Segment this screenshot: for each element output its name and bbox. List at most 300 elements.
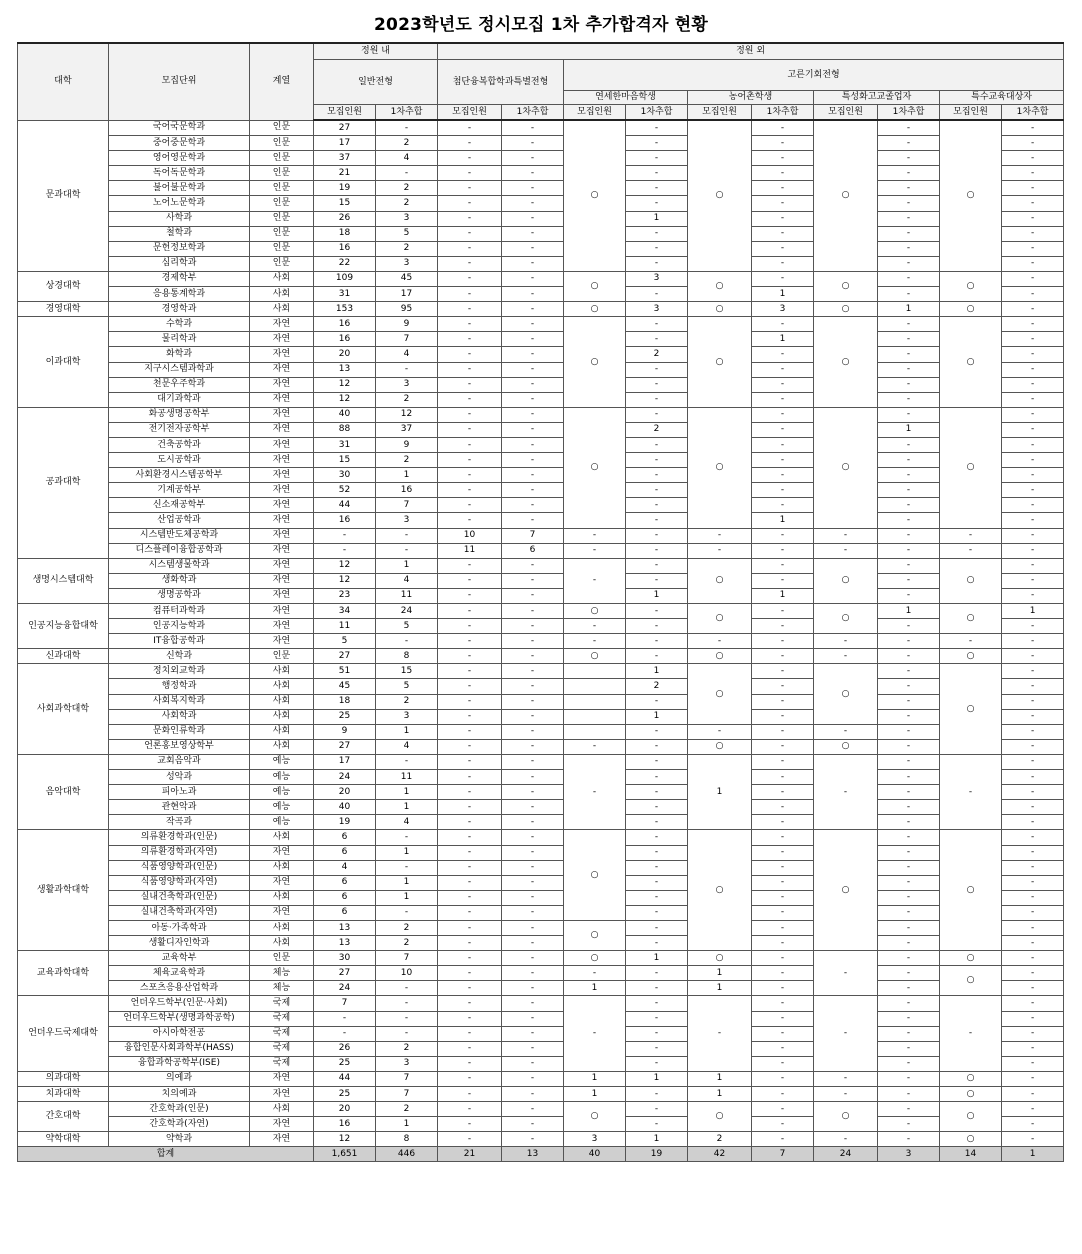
track-cell: 자연 [250,588,314,603]
value-cell: - [502,317,564,332]
track-cell: 자연 [250,528,314,543]
value-cell: 1 [564,1071,626,1086]
value-cell: - [688,724,752,739]
value-cell: - [626,604,688,619]
value-cell: - [626,513,688,528]
value-cell: - [752,1132,814,1147]
value-cell: 44 [314,498,376,513]
merged-yonsei-cell: - [564,996,626,1071]
table-row [18,845,1064,860]
value-cell: - [878,468,940,483]
univ-cell: 상경대학 [18,271,109,301]
value-cell: ○ [564,649,626,664]
value-cell: 31 [314,287,376,302]
table-row [18,1071,1064,1086]
value-cell: - [438,936,502,951]
merged-sed-cell: ○ [940,302,1002,317]
value-cell: - [376,166,438,181]
track-cell: 자연 [250,483,314,498]
value-cell: 40 [314,407,376,422]
total-value: 7 [752,1147,814,1162]
dept-cell: 성악과 [109,770,250,785]
value-cell: - [878,800,940,815]
total-value: 13 [502,1147,564,1162]
value-cell: 4 [376,739,438,754]
value-cell: ○ [940,951,1002,966]
univ-cell: 치과대학 [18,1087,109,1102]
value-cell: - [438,830,502,845]
value-cell: - [878,241,940,256]
table-row [18,271,1064,286]
value-cell: 1 [376,1117,438,1132]
value-cell: 52 [314,483,376,498]
merged-shs-cell: ○ [814,1102,878,1132]
value-cell: 19 [314,815,376,830]
track-cell: 인문 [250,151,314,166]
header-in-quota: 정원 내 [314,43,438,60]
value-cell: - [878,483,940,498]
value-cell: 30 [314,951,376,966]
track-cell: 사회 [250,830,314,845]
univ-cell: 공과대학 [18,407,109,558]
dept-cell: 스포츠응용산업학과 [109,981,250,996]
value-cell: 24 [314,981,376,996]
track-cell: 자연 [250,513,314,528]
value-cell: - [752,181,814,196]
value-cell: - [688,528,752,543]
dept-cell: 식품영양학과(자연) [109,875,250,890]
value-cell: 1 [626,211,688,226]
total-value: 1 [1002,1147,1064,1162]
dept-cell: 피아노과 [109,785,250,800]
value-cell: - [1002,936,1064,951]
value-cell: 2 [626,422,688,437]
value-cell: - [878,981,940,996]
value-cell: - [438,256,502,271]
value-cell: - [1002,754,1064,769]
value-cell: - [502,120,564,136]
dept-cell: 화공생명공학부 [109,407,250,422]
value-cell: - [438,1102,502,1117]
value-cell: 3 [376,513,438,528]
value-cell: - [502,905,564,920]
value-cell: - [1002,483,1064,498]
dept-cell: 약학과 [109,1132,250,1147]
value-cell: - [376,981,438,996]
table-row [18,362,1064,377]
value-cell: - [1002,256,1064,271]
value-cell: - [502,920,564,935]
value-cell: - [752,241,814,256]
value-cell: 16 [314,1117,376,1132]
merged-sed-cell: ○ [940,558,1002,603]
value-cell: - [878,1117,940,1132]
value-cell: - [626,905,688,920]
value-cell: 13 [314,936,376,951]
value-cell: - [752,709,814,724]
merged-sed-cell: ○ [940,120,1002,271]
table-row [18,513,1064,528]
value-cell: - [626,317,688,332]
table-row [18,694,1064,709]
value-cell: - [502,573,564,588]
merged-sed-cell: ○ [940,664,1002,755]
value-cell: 2 [376,392,438,407]
value-cell: - [376,860,438,875]
value-cell: - [1002,724,1064,739]
value-cell: 16 [314,317,376,332]
table-row [18,770,1064,785]
track-cell: 인문 [250,166,314,181]
track-cell: 자연 [250,1087,314,1102]
value-cell: - [752,407,814,422]
dept-cell: IT융합공학과 [109,634,250,649]
value-cell: - [502,558,564,573]
track-cell: 예능 [250,785,314,800]
value-cell: - [878,543,940,558]
merged-yonsei-cell: ○ [564,302,626,317]
value-cell: 88 [314,422,376,437]
track-cell: 인문 [250,649,314,664]
value-cell: 1 [878,302,940,317]
value-cell: - [626,966,688,981]
value-cell: - [438,422,502,437]
value-cell: - [752,739,814,754]
table-row [18,407,1064,422]
total-value: 19 [626,1147,688,1162]
value-cell: 25 [314,1087,376,1102]
value-cell: - [752,966,814,981]
value-cell: - [626,226,688,241]
value-cell: ○ [688,951,752,966]
table-row [18,120,1064,136]
value-cell: - [752,543,814,558]
dept-cell: 행정학과 [109,679,250,694]
value-cell: 12 [314,558,376,573]
value-cell: 20 [314,785,376,800]
dept-cell: 기계공학부 [109,483,250,498]
header-yonsei: 연세한마음학생 [564,91,688,105]
dept-cell: 산업공학과 [109,513,250,528]
value-cell: - [1002,211,1064,226]
value-cell: - [502,453,564,468]
value-cell: - [502,996,564,1011]
value-cell: 1 [752,287,814,302]
dept-cell: 노어노문학과 [109,196,250,211]
header-general: 일반전형 [314,60,438,105]
value-cell: - [752,1056,814,1071]
value-cell: - [752,392,814,407]
value-cell: - [878,890,940,905]
value-cell: - [438,890,502,905]
value-cell: 3 [376,377,438,392]
univ-cell: 교육과학대학 [18,951,109,996]
table-row [18,860,1064,875]
value-cell: - [626,362,688,377]
value-cell: - [1002,996,1064,1011]
value-cell: - [502,588,564,603]
value-cell: - [1002,709,1064,724]
value-cell: - [626,1087,688,1102]
table-row [18,483,1064,498]
value-cell: - [1002,392,1064,407]
value-cell: 18 [314,226,376,241]
value-cell: - [878,830,940,845]
value-cell: 31 [314,437,376,452]
table-row [18,347,1064,362]
track-cell: 자연 [250,407,314,422]
merged-shs-cell: ○ [814,604,878,634]
value-cell: - [502,815,564,830]
table-row [18,830,1064,845]
merged-yonsei-cell: ○ [564,120,626,271]
value-cell: 16 [314,241,376,256]
value-cell: - [438,573,502,588]
value-cell: - [626,151,688,166]
table-row [18,196,1064,211]
dept-cell: 사학과 [109,211,250,226]
total-value: 3 [878,1147,940,1162]
value-cell: - [438,1011,502,1026]
merged-yonsei-cell: ○ [564,830,626,921]
value-cell: 3 [376,256,438,271]
value-cell [564,724,626,739]
value-cell: - [878,739,940,754]
table-row [18,1132,1064,1147]
value-cell: - [502,287,564,302]
value-cell: - [502,754,564,769]
value-cell: - [1002,407,1064,422]
value-cell: 17 [314,754,376,769]
value-cell: - [878,498,940,513]
value-cell: 2 [376,136,438,151]
total-row [18,1147,1064,1162]
value-cell: - [878,951,940,966]
value-cell: - [752,845,814,860]
value-cell: - [438,815,502,830]
value-cell: - [1002,1087,1064,1102]
merged-sed-cell: ○ [940,1102,1002,1132]
value-cell: - [1002,226,1064,241]
univ-cell: 경영대학 [18,302,109,317]
value-cell: - [438,136,502,151]
value-cell [564,694,626,709]
value-cell: - [1002,558,1064,573]
value-cell: - [438,120,502,136]
merged-shs-cell: ○ [814,317,878,408]
value-cell: - [438,1071,502,1086]
value-cell: - [752,256,814,271]
value-cell: 2 [376,241,438,256]
value-cell: 12 [314,1132,376,1147]
value-cell: - [752,528,814,543]
merged-farm-cell: 1 [688,754,752,829]
value-cell: - [878,1132,940,1147]
value-cell: - [878,528,940,543]
value-cell: 24 [376,604,438,619]
value-cell [564,664,626,679]
value-cell: - [1002,120,1064,136]
dept-cell: 천문우주학과 [109,377,250,392]
dept-cell: 실내건축학과(인문) [109,890,250,905]
value-cell: - [438,241,502,256]
merged-sed-cell: ○ [940,604,1002,634]
value-cell: - [1002,905,1064,920]
track-cell: 자연 [250,498,314,513]
track-cell: 자연 [250,875,314,890]
merged-shs-cell: ○ [814,558,878,603]
table-row [18,649,1064,664]
value-cell: 2 [688,1132,752,1147]
value-cell: - [752,679,814,694]
value-cell: - [878,845,940,860]
value-cell: - [1002,271,1064,286]
dept-cell: 지구시스템과학과 [109,362,250,377]
value-cell: - [438,407,502,422]
header-recruit: 모집인원 [438,105,502,121]
value-cell: - [626,1102,688,1117]
total-label: 합계 [18,1147,314,1162]
value-cell: - [438,362,502,377]
value-cell: - [878,256,940,271]
dept-cell: 수학과 [109,317,250,332]
value-cell: - [626,619,688,634]
value-cell: - [626,890,688,905]
table-row [18,226,1064,241]
table-row [18,1041,1064,1056]
value-cell: - [752,860,814,875]
merged-shs-cell: ○ [814,407,878,528]
total-value: 42 [688,1147,752,1162]
univ-cell: 사회과학대학 [18,664,109,755]
value-cell: - [1002,573,1064,588]
value-cell: - [752,120,814,136]
value-cell: - [1002,1041,1064,1056]
header-add1: 1차추합 [752,105,814,121]
table-row [18,317,1064,332]
track-cell: 인문 [250,241,314,256]
track-cell: 자연 [250,317,314,332]
total-value: 1,651 [314,1147,376,1162]
value-cell: - [752,649,814,664]
value-cell: - [878,317,940,332]
value-cell: - [814,528,878,543]
value-cell: ○ [688,739,752,754]
track-cell: 자연 [250,468,314,483]
dept-cell: 시스템반도체공학과 [109,528,250,543]
merged-farm-cell: ○ [688,604,752,634]
value-cell: - [1002,649,1064,664]
value-cell: - [878,619,940,634]
value-cell: - [438,1056,502,1071]
value-cell: - [626,196,688,211]
univ-cell: 생명시스템대학 [18,558,109,603]
table-row [18,573,1064,588]
track-cell: 자연 [250,362,314,377]
value-cell: 12 [314,377,376,392]
dept-cell: 언더우드학부(인문·사회) [109,996,250,1011]
table-row [18,951,1064,966]
merged-yonsei-cell: - [564,754,626,829]
value-cell: - [376,830,438,845]
table-row [18,920,1064,935]
value-cell: - [376,634,438,649]
value-cell: - [1002,347,1064,362]
table-row [18,981,1064,996]
value-cell: - [878,271,940,286]
track-cell: 자연 [250,845,314,860]
value-cell: 11 [438,543,502,558]
value-cell: - [752,362,814,377]
value-cell: - [502,362,564,377]
value-cell: 2 [626,347,688,362]
table-row [18,211,1064,226]
value-cell: 26 [314,1041,376,1056]
merged-yonsei-cell: ○ [564,271,626,301]
value-cell: - [626,1056,688,1071]
value-cell: 8 [376,649,438,664]
value-cell: - [376,120,438,136]
value-cell: - [752,754,814,769]
table-row [18,1102,1064,1117]
value-cell: - [502,966,564,981]
value-cell: - [1002,920,1064,935]
track-cell: 사회 [250,664,314,679]
value-cell: - [1002,860,1064,875]
header-add1: 1차추합 [1002,105,1064,121]
value-cell: - [502,875,564,890]
value-cell: - [438,981,502,996]
value-cell: - [1002,317,1064,332]
value-cell: - [626,558,688,573]
value-cell: - [1002,664,1064,679]
header-add1: 1차추합 [626,105,688,121]
value-cell: - [878,936,940,951]
track-cell: 자연 [250,1117,314,1132]
value-cell: - [438,483,502,498]
value-cell: - [502,1056,564,1071]
value-cell: 34 [314,604,376,619]
dept-cell: 생활디자인학과 [109,936,250,951]
value-cell: 15 [314,453,376,468]
merged-sed-cell: ○ [940,407,1002,528]
value-cell: - [626,815,688,830]
value-cell: ○ [940,1087,1002,1102]
dept-cell: 간호학과(인문) [109,1102,250,1117]
value-cell: - [314,1011,376,1026]
value-cell: - [878,437,940,452]
dept-cell: 치의예과 [109,1087,250,1102]
value-cell: - [438,966,502,981]
dept-cell: 건축공학과 [109,437,250,452]
value-cell: - [438,604,502,619]
value-cell [564,709,626,724]
value-cell: - [502,196,564,211]
track-cell: 인문 [250,951,314,966]
value-cell: - [438,181,502,196]
value-cell: - [1002,634,1064,649]
dept-cell: 국어국문학과 [109,120,250,136]
value-cell: - [438,694,502,709]
track-cell: 국제 [250,996,314,1011]
value-cell: 1 [376,890,438,905]
merged-yonsei-cell: - [564,558,626,603]
track-cell: 국제 [250,1056,314,1071]
dept-cell: 융합인문사회과학부(HASS) [109,1041,250,1056]
track-cell: 사회 [250,920,314,935]
value-cell: 1 [626,951,688,966]
value-cell: - [502,845,564,860]
